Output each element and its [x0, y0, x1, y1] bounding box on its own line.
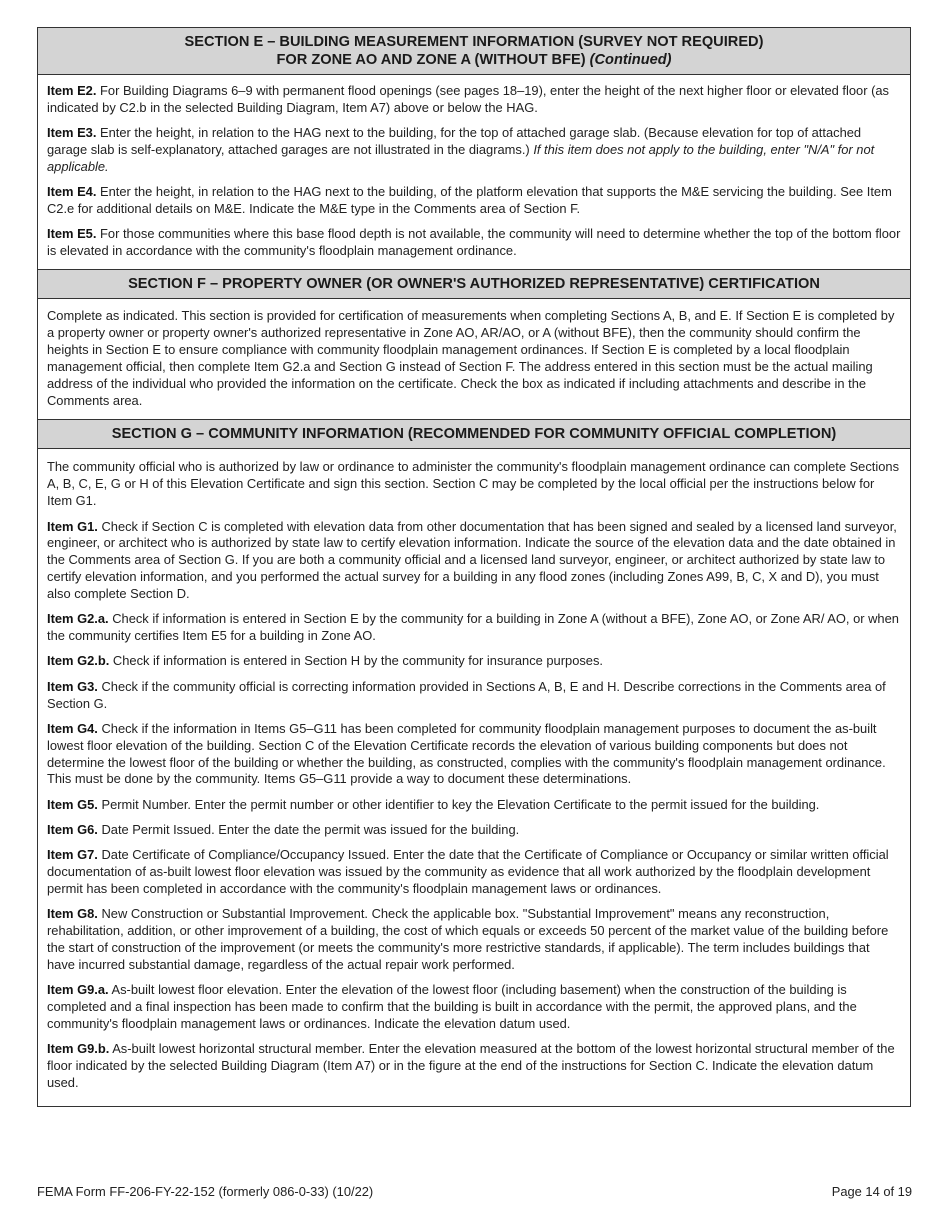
item-e5: Item E5. For those communities where this base flood depth is not available, the community will need to determine whether the top of the bottom floor is elevated in accordance with the community's floodplain management ordinance.	[47, 226, 901, 259]
instructions-form	[37, 27, 911, 1107]
item-e2: Item E2. For Building Diagrams 6–9 with permanent flood openings (see pages 18–19), enter the height of the next higher floor or elevated floor (as indicated by C2.b in the selected Building Diagram, Item A7) above or below the HAG.	[47, 83, 889, 115]
section-e	[38, 28, 910, 270]
section-g-body	[38, 449, 910, 1105]
item-g4: Item G4. Check if the information in Items G5–G11 has been completed for community floodplain management purposes to document the as-built lowest floor elevation of the building. Section C of the Elevation Certificate records the elevation of various building components but does not determine the lowest floor of the building or whether the building, as constructed, complies with the community's floodplain management ordinance. This must be done by the community. Items G5–G11 provide a way to document these determinations.	[47, 720, 886, 787]
item-g2b: Item G2.b. Check if information is entered in Section H by the community for insurance purposes.	[47, 653, 603, 669]
section-g-heading: SECTION G – COMMUNITY INFORMATION (RECOMMENDED FOR COMMUNITY OFFICIAL COMPLETION)	[38, 420, 910, 449]
item-g8: Item G8. New Construction or Substantial Improvement. Check the applicable box. "Substantial Improvement" means any reconstruction, rehabilitation, addition, or other improvement of a building, the cost of which equals or exceeds 50 percent of the market value of the building before the start of construction of the improvement (or meets the community's more restrictive standards, if applicable). The term includes buildings that have incurred substantial damage, regardless of the actual repair work performed.	[47, 906, 889, 972]
section-f-text: Complete as indicated. This section is provided for certification of measurements when completing Sections A, B, and E. If Section E is completed by a property owner or property owner's authorized representative in Zone AO, AR/AO, or A (without BFE), then the community should confirm the heights in Section E to ensure compliance with community floodplain management ordinances. If Section E is completed by a local floodplain management official, then complete Item G2.a and Section G instead of Section F. The address entered in this section must be the actual mailing address of the individual who provided the information on the certificate. Check the box as indicated if including attachments and describe in the Comments area.	[47, 308, 895, 408]
form-identifier: FEMA Form FF-206-FY-22-152 (formerly 086-0-33) (10/22)	[37, 1184, 374, 1199]
section-f-heading: SECTION F – PROPERTY OWNER (OR OWNER'S AUTHORIZED REPRESENTATIVE) CERTIFICATION	[38, 270, 910, 299]
section-e-heading	[38, 28, 910, 75]
continued-label: (Continued)	[589, 52, 672, 68]
section-e-heading-line2: FOR ZONE AO AND ZONE A (WITHOUT BFE) (Continued)	[276, 52, 672, 68]
item-e4: Item E4. Enter the height, in relation to the HAG next to the building, of the platform elevation that supports the M&E servicing the building. See Item C2.e for additional details on M&E. Indicate the M&E type in the Comments area of Section F.	[47, 184, 892, 217]
item-g9a: Item G9.a. As-built lowest floor elevation. Enter the elevation of the lowest floor (including basement) when the construction of the building is completed and a final inspection has been made to confirm that the building is built in accordance with the permit, the approved plans, and the community's floodplain management laws or ordinances. Indicate the elevation datum used.	[47, 982, 857, 1031]
item-g3: Item G3. Check if the community official is correcting information provided in Sections A, B, E and H. Describe corrections in the Comments area of Section G.	[47, 678, 886, 711]
section-f-body	[38, 299, 910, 420]
section-g	[38, 420, 910, 1105]
item-g7: Item G7. Date Certificate of Compliance/Occupancy Issued. Enter the date that the Certificate of Compliance or Occupancy or similar written official documentation of as-built lowest floor elevation was issued by the community as evidence that all work authorized by the floodplain development permit has been completed in accordance with the community's floodplain management laws or ordinances.	[47, 847, 889, 896]
section-e-heading-line1: SECTION E – BUILDING MEASUREMENT INFORMATION (SURVEY NOT REQUIRED)	[184, 34, 764, 50]
item-g1: Item G1. Check if Section C is completed with elevation data from other documentation that has been signed and sealed by a licensed land surveyor, engineer, or architect who is authorized by state law to certify elevation information. Indicate the source of the elevation data and the date obtained in the Comments area of Section G. If you are both a community official and a licensed land surveyor, engineer, or architect authorized by state law to certify elevation information, and you performed the actual survey for a building in any flood zones (including Zones A99, B, C, X and D), you must also complete Section D.	[47, 518, 897, 602]
item-g9b: Item G9.b. As-built lowest horizontal structural member. Enter the elevation measured at the bottom of the lowest horizontal structural member of the floor indicated by the selected Building Diagram (Item A7) or in the figure at the end of the instructions for Section C. Indicate the elevation datum used.	[47, 1041, 895, 1090]
section-g-intro: The community official who is authorized by law or ordinance to administer the community's floodplain management ordinance can complete Sections A, B, C, E, G or H of this Elevation Certificate and sign this section. Section C may be completed by the local official per the instructions below for Item G1.	[47, 459, 900, 509]
section-e-body	[38, 75, 910, 270]
item-g2a: Item G2.a. Check if information is entered in Section E by the community for a building in Zone A (without a BFE), Zone AO, or Zone AR/ AO, or when the community certifies Item E5 for a building in Zone AO.	[47, 611, 899, 644]
item-g5: Item G5. Permit Number. Enter the permit number or other identifier to key the Elevation Certificate to the permit issued for the building.	[47, 796, 820, 812]
item-g6: Item G6. Date Permit Issued. Enter the date the permit was issued for the building.	[47, 821, 520, 837]
section-f	[38, 270, 910, 420]
page-number: Page 14 of 19	[831, 1184, 912, 1199]
item-e3: Item E3. Enter the height, in relation to the HAG next to the building, for the top of attached garage slab. (Because elevation for top of attached garage slab is self-explanatory, attached garages are not illustrated in the diagrams.) If this item does not apply to the building, enter "N/A" for not applicable.	[47, 125, 875, 174]
